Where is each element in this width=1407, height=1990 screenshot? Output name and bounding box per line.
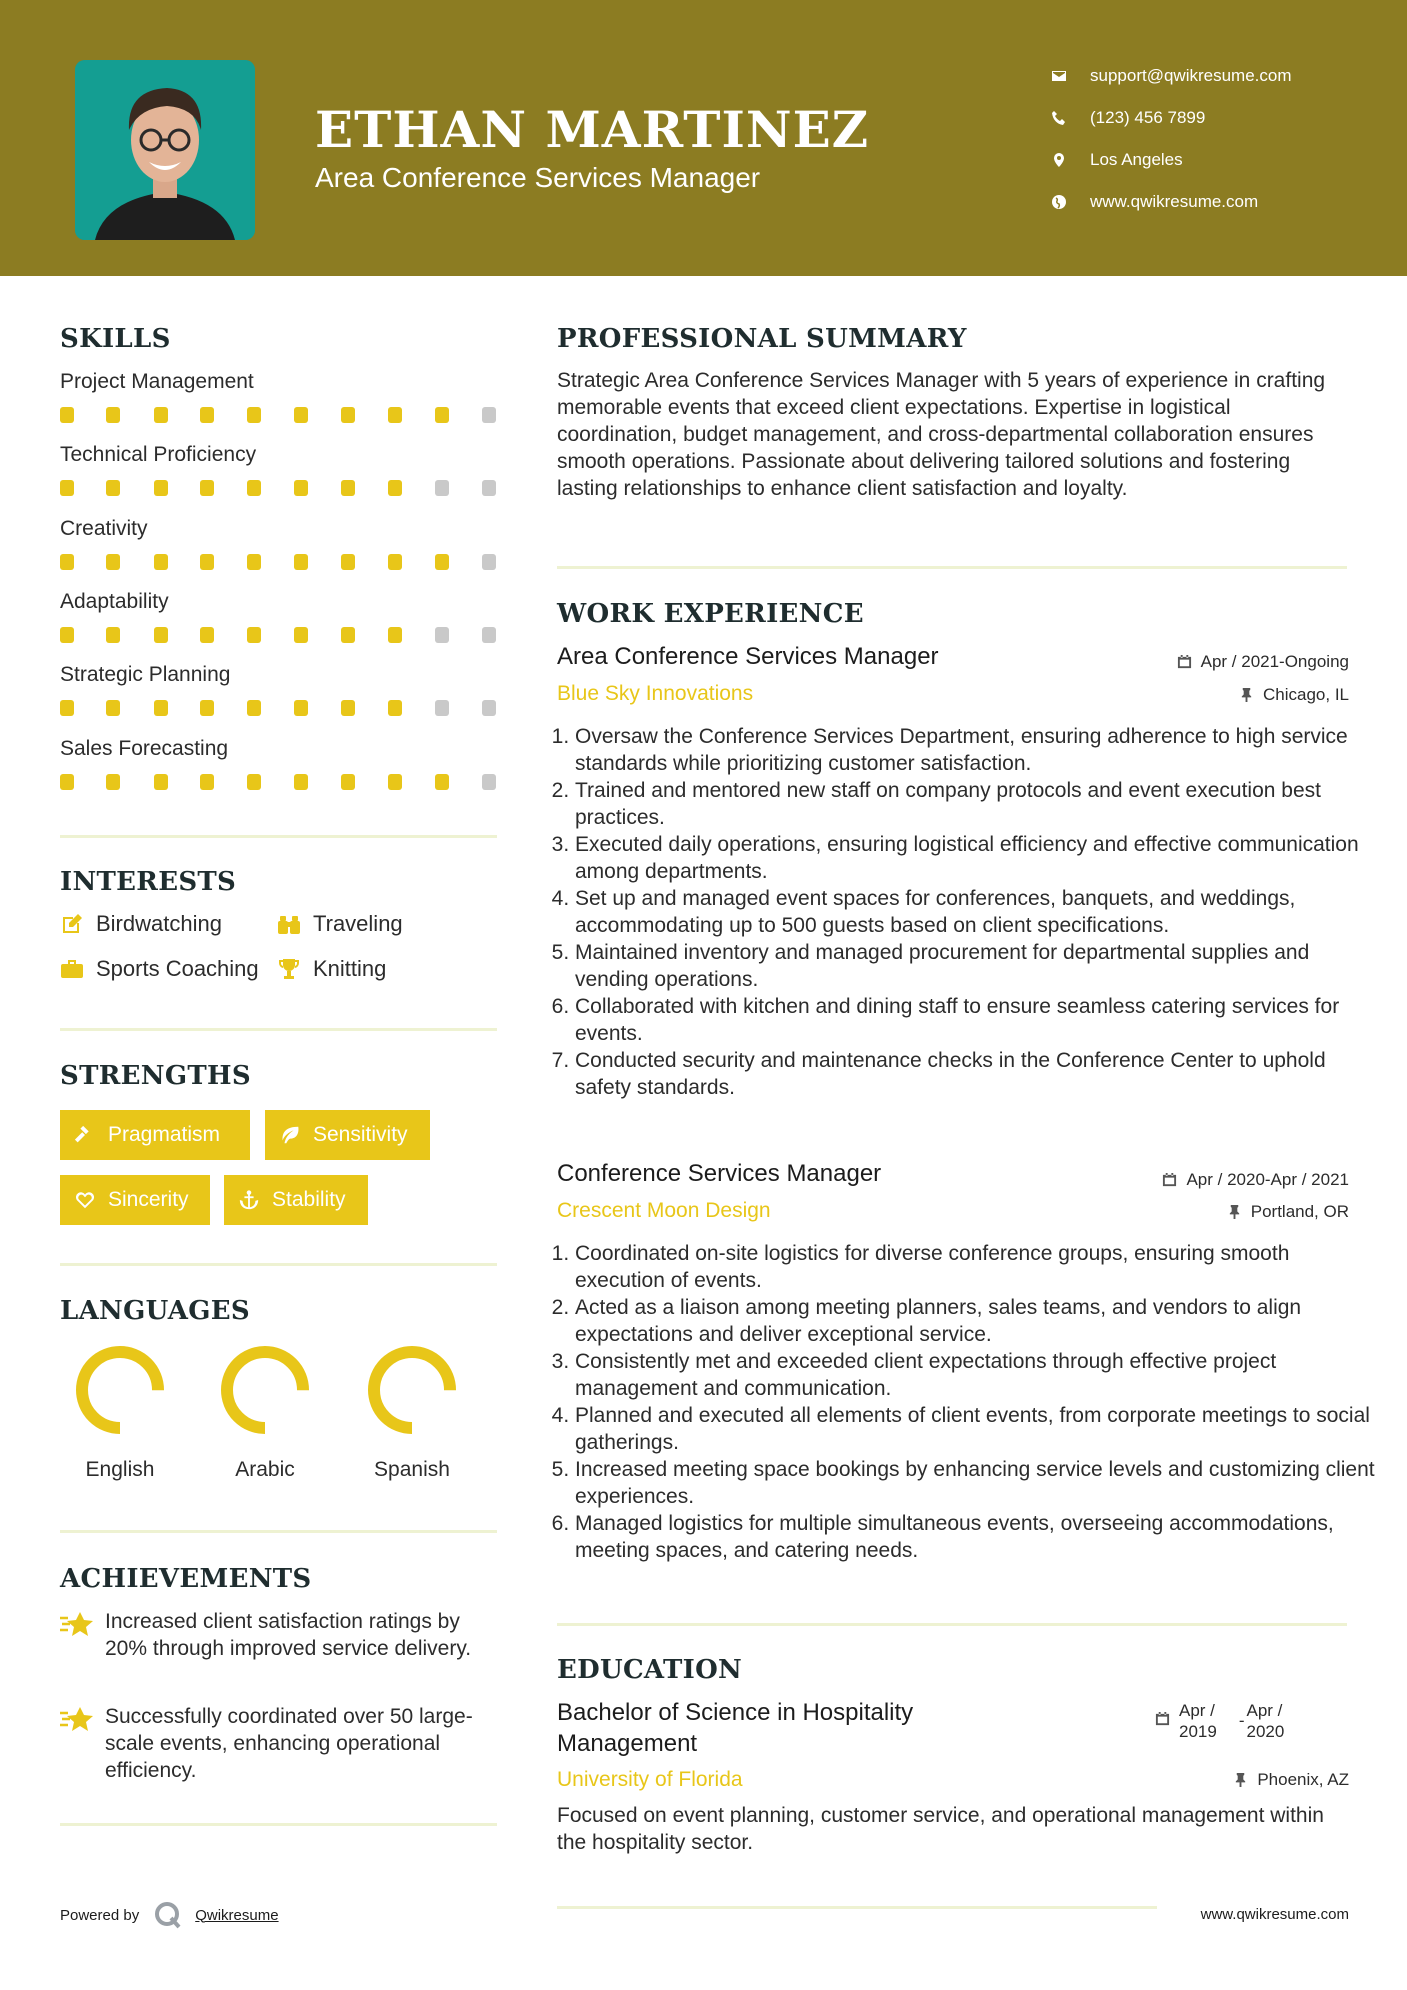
rating-dot-filled (388, 407, 402, 423)
skills-divider (60, 835, 497, 838)
heart-icon (74, 1189, 96, 1211)
languages-divider (60, 1530, 497, 1533)
skill-rating (60, 774, 500, 790)
degree-line-2: Management (557, 1730, 698, 1757)
calendar-icon (1162, 1172, 1178, 1188)
experience-divider (557, 1623, 1347, 1626)
pushpin-icon (1239, 687, 1255, 703)
strength-badge (60, 1110, 250, 1160)
star-badge-icon (60, 1608, 94, 1638)
qwikresume-logo-icon (153, 1900, 183, 1930)
rating-dot-filled (247, 554, 261, 570)
skill-rating (60, 700, 500, 716)
strength-badge (60, 1175, 210, 1225)
rating-dot-empty (482, 700, 496, 716)
strength-label: Sensitivity (313, 1123, 408, 1146)
duty-item: 2. Trained and mentored new staff on company protocols and event execution best practices. (575, 777, 1375, 831)
interests-divider (60, 1028, 497, 1031)
footer-divider (557, 1906, 1157, 1909)
duty-item: 3. Executed daily operations, ensuring logistical efficiency and effective communication among departments. (575, 831, 1375, 885)
footer-website[interactable]: www.qwikresume.com (1200, 1906, 1349, 1923)
language-label: Arabic (235, 1458, 295, 1481)
duty-item: 4. Planned and executed all elements of client events, from corporate meetings to social gatherings. (575, 1402, 1375, 1456)
skill-name: Technical Proficiency (60, 443, 257, 467)
rating-dot-filled (106, 627, 120, 643)
skill-rating (60, 407, 500, 423)
skill-name: Project Management (60, 370, 254, 393)
education-location-text: Phoenix, AZ (1257, 1770, 1349, 1789)
rating-dot-filled (341, 480, 355, 496)
interest-item (60, 911, 222, 937)
duty-item: 1. Oversaw the Conference Services Department, ensuring adherence to high service standards while prioritizing customer satisfaction. (575, 723, 1375, 777)
job-location-text: Portland, OR (1250, 1202, 1349, 1221)
company-name: Blue Sky Innovations (557, 682, 754, 705)
skill-rating (60, 627, 500, 643)
skill-name: Sales Forecasting (60, 736, 229, 760)
briefcase-icon (60, 957, 86, 981)
rating-dot-empty (435, 627, 449, 643)
rating-dot-filled (341, 700, 355, 716)
achievement-item (60, 1703, 500, 1784)
rating-dot-empty (482, 480, 496, 496)
rating-dot-filled (294, 774, 308, 790)
language-level-arc (374, 1352, 450, 1428)
rating-dot-filled (247, 774, 261, 790)
rating-dot-empty (435, 480, 449, 496)
rating-dot-filled (154, 480, 168, 496)
strength-badge (224, 1175, 368, 1225)
rating-dot-filled (200, 627, 214, 643)
strength-label: Pragmatism (108, 1123, 221, 1146)
rating-dot-filled (154, 627, 168, 643)
degree-line-1: Bachelor of Science in Hospitality (557, 1699, 914, 1726)
candidate-name: ETHAN MARTINEZ (315, 100, 870, 159)
duty-item: 5. Increased meeting space bookings by enhancing service levels and customizing client experiences. (575, 1456, 1375, 1510)
rating-dot-filled (106, 480, 120, 496)
rating-dot-filled (294, 700, 308, 716)
rating-dot-filled (294, 480, 308, 496)
rating-dot-filled (60, 554, 74, 570)
header-band (0, 0, 1407, 276)
rating-dot-filled (200, 407, 214, 423)
location-pin-icon (1050, 151, 1068, 169)
brand-link[interactable]: Qwikresume (195, 1906, 279, 1924)
interests-title: INTERESTS (60, 867, 237, 897)
rating-dot-filled (388, 700, 402, 716)
skill-name: Adaptability (60, 589, 169, 613)
strength-badge (265, 1110, 430, 1160)
pushpin-icon (1227, 1204, 1243, 1220)
summary-text: Strategic Area Conference Services Manager with 5 years of experience in crafting memorable events that exceed client expectations. Expertise in logistical coordination, budget management, and cross-departmental collaboration ensures smooth operations. Passionate about delivering tailored solutions and fostering lasting relationships to enhance client satisfaction and loyalty. (557, 369, 1326, 500)
rating-dot-filled (60, 480, 74, 496)
job-title: Conference Services Manager (557, 1160, 882, 1187)
calendar-icon (1177, 654, 1193, 670)
job-dates-text: Apr / 2020-Apr / 2021 (1186, 1170, 1349, 1189)
interest-label: Sports Coaching (96, 956, 259, 981)
summary-title: PROFESSIONAL SUMMARY (557, 324, 967, 354)
duty-item: 4. Set up and managed event spaces for conferences, banquets, and weddings, accommodating up to 500 guests based on client specifications. (575, 885, 1375, 939)
rating-dot-filled (247, 407, 261, 423)
duty-item: 6. Managed logistics for multiple simultaneous events, overseeing accommodations, meeting spaces, and catering needs. (575, 1510, 1375, 1564)
rating-dot-filled (247, 700, 261, 716)
powered-by-text: Powered by (60, 1906, 140, 1924)
rating-dot-filled (200, 480, 214, 496)
rating-dot-filled (154, 774, 168, 790)
star-badge-icon (60, 1703, 94, 1733)
achievements-title: ACHIEVEMENTS (60, 1564, 312, 1594)
rating-dot-empty (482, 407, 496, 423)
powered-by (60, 1900, 279, 1930)
contact-phone[interactable] (1050, 97, 1292, 139)
education-end-year: 2020 (1246, 1722, 1285, 1741)
rating-dot-empty (435, 700, 449, 716)
duty-item: 7. Conducted security and maintenance checks in the Conference Center to uphold safety standards. (575, 1047, 1375, 1101)
skill-name: Creativity (60, 516, 148, 540)
rating-dot-filled (200, 700, 214, 716)
rating-dot-filled (388, 480, 402, 496)
candidate-role: Area Conference Services Manager (315, 162, 761, 193)
job-title: Area Conference Services Manager (557, 643, 939, 670)
rating-dot-filled (200, 774, 214, 790)
date-separator: - (1238, 1711, 1245, 1730)
pencil-icon (60, 912, 86, 936)
job-duties (557, 723, 1375, 1101)
education-start-month: Apr / (1179, 1701, 1215, 1720)
anchor-icon (238, 1189, 260, 1211)
education-end (1247, 1700, 1285, 1742)
language-level-arc (82, 1352, 158, 1428)
rating-dot-filled (388, 554, 402, 570)
language-ring (362, 1340, 462, 1440)
duty-item: 6. Collaborated with kitchen and dining staff to ensure seamless catering services for events. (575, 993, 1375, 1047)
rating-dot-filled (106, 774, 120, 790)
duty-item: 5. Maintained inventory and managed procurement for departmental supplies and vending operations. (575, 939, 1375, 993)
rating-dot-filled (341, 774, 355, 790)
rating-dot-empty (482, 554, 496, 570)
job-dates (1177, 652, 1349, 672)
envelope-icon (1050, 67, 1068, 85)
rating-dot-empty (482, 627, 496, 643)
language-item (210, 1340, 320, 1482)
leaf-icon (279, 1124, 301, 1146)
education-start-year: 2019 (1179, 1722, 1217, 1741)
contact-email-text: support@qwikresume.com (1090, 66, 1292, 85)
language-label: English (85, 1458, 155, 1481)
rating-dot-filled (106, 700, 120, 716)
rating-dot-filled (388, 774, 402, 790)
education-end-month: Apr / (1246, 1701, 1283, 1720)
job-dates-text: Apr / 2021-Ongoing (1200, 652, 1349, 671)
school-name: University of Florida (557, 1768, 743, 1791)
language-item (65, 1340, 175, 1482)
rating-dot-filled (154, 554, 168, 570)
rating-dot-filled (341, 554, 355, 570)
rating-dot-filled (60, 774, 74, 790)
rating-dot-filled (200, 554, 214, 570)
strength-label: Sincerity (108, 1188, 189, 1211)
rating-dot-filled (60, 700, 74, 716)
rating-dot-filled (154, 700, 168, 716)
skill-rating (60, 480, 500, 496)
rating-dot-filled (106, 407, 120, 423)
achievement-text: Successfully coordinated over 50 large-scale events, enhancing operational efficiency. (105, 1705, 473, 1782)
interest-item (277, 911, 403, 937)
rating-dot-filled (341, 627, 355, 643)
interest-label: Traveling (313, 911, 403, 936)
rating-dot-filled (435, 407, 449, 423)
education-start (1179, 1700, 1217, 1742)
education-location (1233, 1770, 1349, 1790)
job-location (1227, 1202, 1349, 1222)
rating-dot-filled (60, 407, 74, 423)
job-location-text: Chicago, IL (1263, 685, 1349, 704)
job-location (1239, 685, 1349, 705)
education-dates (1155, 1700, 1284, 1742)
phone-icon (1050, 109, 1068, 127)
gavel-icon (74, 1124, 96, 1146)
job-duties (557, 1240, 1375, 1564)
interest-label: Birdwatching (96, 911, 222, 936)
language-ring (215, 1340, 315, 1440)
contact-location (1050, 139, 1292, 181)
skill-rating (60, 554, 500, 570)
languages-title: LANGUAGES (60, 1296, 250, 1326)
rating-dot-empty (482, 774, 496, 790)
duty-item: 3. Consistently met and exceeded client expectations through effective project management and communication. (575, 1348, 1375, 1402)
rating-dot-filled (294, 554, 308, 570)
strengths-title: STRENGTHS (60, 1061, 251, 1091)
rating-dot-filled (435, 554, 449, 570)
language-level-arc (227, 1352, 303, 1428)
rating-dot-filled (388, 627, 402, 643)
rating-dot-filled (247, 627, 261, 643)
skills-title: SKILLS (60, 324, 171, 354)
language-item (357, 1340, 467, 1482)
duty-item: 2. Acted as a liaison among meeting planners, sales teams, and vendors to align expectations and deliver exceptional service. (575, 1294, 1375, 1348)
contact-location-text: Los Angeles (1090, 150, 1183, 169)
achievement-text: Increased client satisfaction ratings by 20% through improved service delivery. (105, 1610, 472, 1660)
rating-dot-filled (341, 407, 355, 423)
summary-divider (557, 566, 1347, 569)
language-label: Spanish (374, 1458, 450, 1481)
pushpin-icon (1233, 1772, 1249, 1788)
rating-dot-filled (106, 554, 120, 570)
rating-dot-filled (154, 407, 168, 423)
profile-photo (75, 60, 255, 240)
skill-name: Strategic Planning (60, 663, 231, 687)
experience-title: WORK EXPERIENCE (557, 599, 864, 629)
duty-item: 1. Coordinated on-site logistics for diverse conference groups, ensuring smooth execution of events. (575, 1240, 1375, 1294)
contact-phone-text: (123) 456 7899 (1090, 108, 1206, 127)
globe-icon (1050, 193, 1068, 211)
rating-dot-filled (435, 774, 449, 790)
rating-dot-filled (60, 627, 74, 643)
contact-list (1050, 55, 1292, 223)
contact-website-text: www.qwikresume.com (1090, 192, 1259, 211)
achievement-item (60, 1608, 500, 1662)
language-ring (70, 1340, 170, 1440)
company-name: Crescent Moon Design (557, 1199, 771, 1222)
interest-label: Knitting (313, 956, 387, 981)
rating-dot-filled (294, 407, 308, 423)
strengths-divider (60, 1263, 497, 1266)
job-dates (1162, 1170, 1349, 1190)
interest-item (60, 956, 259, 982)
contact-email[interactable] (1050, 55, 1292, 97)
contact-website[interactable] (1050, 181, 1292, 223)
education-description: Focused on event planning, customer service, and operational management within the hospitality sector. (557, 1804, 1324, 1854)
strength-label: Stability (272, 1188, 346, 1211)
rating-dot-filled (247, 480, 261, 496)
calendar-icon (1155, 1710, 1171, 1726)
binoculars-icon (277, 912, 303, 936)
education-title: EDUCATION (557, 1655, 743, 1685)
interest-item (277, 956, 386, 982)
trophy-icon (277, 957, 303, 981)
achievements-divider (60, 1823, 497, 1826)
rating-dot-filled (294, 627, 308, 643)
